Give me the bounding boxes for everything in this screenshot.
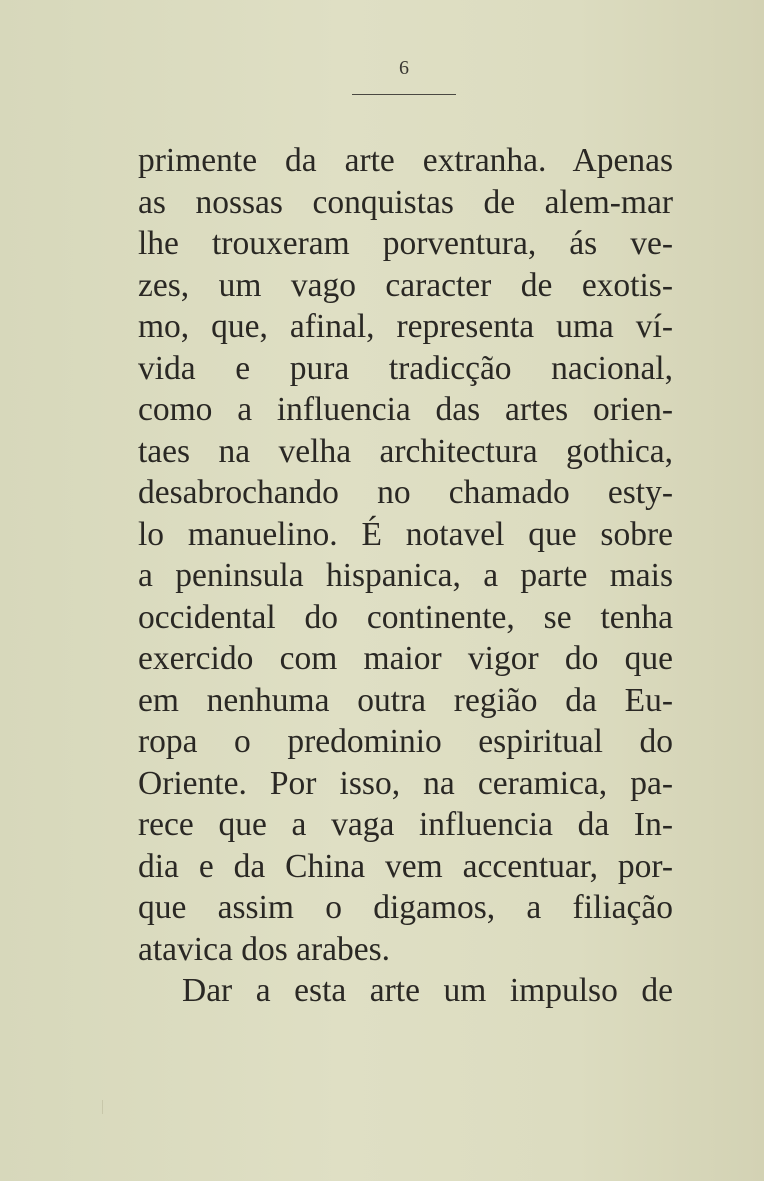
text-line: dia e da China vem accentuar, por- — [138, 847, 673, 885]
text-line: ropa o predominio espiritual do — [138, 723, 673, 760]
text-line: em nenhuma outra região da Eu- — [138, 681, 673, 719]
page-edge-mark — [102, 1100, 103, 1114]
text-line: vida e pura tradicção nacional, — [138, 349, 673, 387]
header-rule — [352, 94, 456, 95]
text-line: taes na velha architectura gothica, — [138, 432, 673, 470]
text-line: mo, que, afinal, representa uma ví- — [138, 308, 673, 345]
text-line: Oriente. Por isso, na ceramica, pa- — [138, 764, 673, 802]
text-line: rece que a vaga influencia da In- — [138, 806, 673, 843]
text-line: desabrochando no chamado esty- — [138, 474, 673, 511]
text-line: exercido com maior vigor do que — [138, 640, 673, 677]
text-line: primente da arte extranha. Apenas — [138, 142, 673, 179]
text-line: lhe trouxeram porventura, ás ve- — [138, 225, 673, 262]
paragraph-first-line: Dar a esta arte um impulso de — [182, 972, 673, 1009]
text-line: como a influencia das artes orien- — [138, 391, 673, 428]
text-line: zes, um vago caracter de exotis- — [138, 266, 673, 304]
text-line: que assim o digamos, a filiação — [138, 889, 673, 926]
text-line: a peninsula hispanica, a parte mais — [138, 557, 673, 594]
page-number: 6 — [399, 57, 409, 79]
text-line: as nossas conquistas de alem-mar — [138, 183, 673, 221]
text-line: atavica dos arabes. — [138, 930, 391, 968]
body-text — [138, 140, 673, 1012]
text-line: occidental do continente, se tenha — [138, 598, 673, 636]
text-line: lo manuelino. É notavel que sobre — [138, 515, 673, 553]
